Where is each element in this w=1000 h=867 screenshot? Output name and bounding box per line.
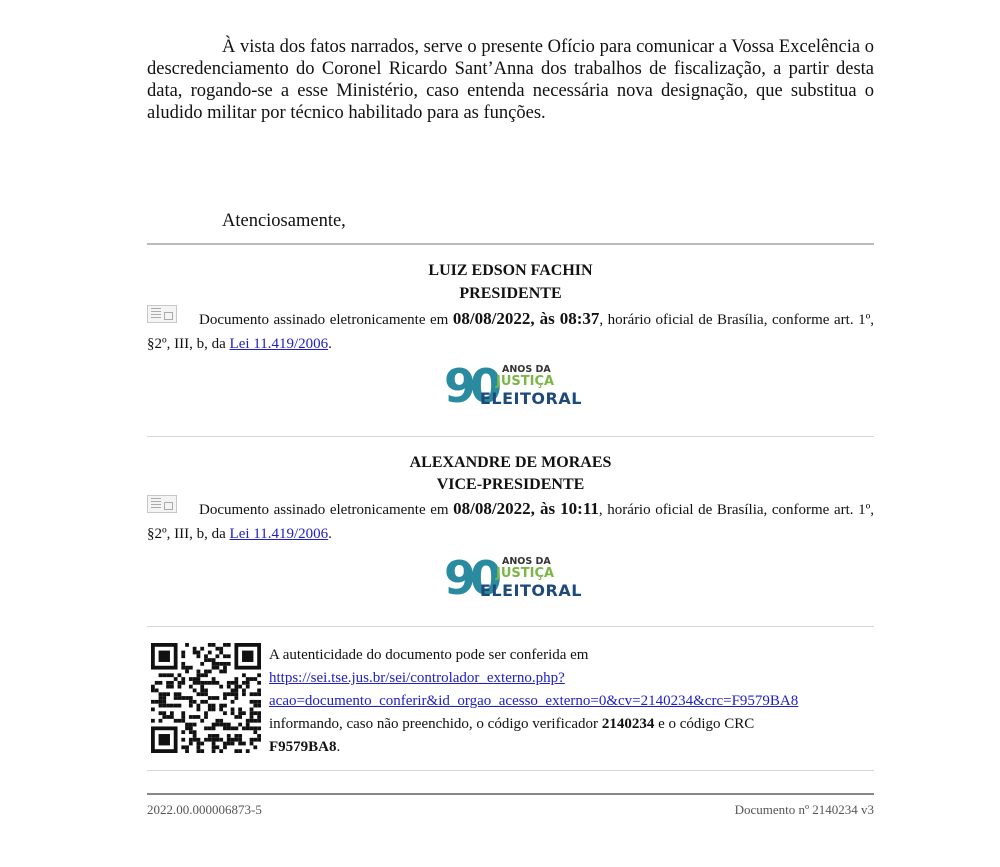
document-number: Documento nº 2140234 v3 [734, 802, 874, 817]
signature-statement: Documento assinado eletronicamente em 08/08/2022, às 08:37, horário oficial de Brasília, conforme art. 1º, §2º, III, b, da Lei 11.419/2006. [147, 309, 874, 352]
signer-name: ALEXANDRE DE MORAES [409, 454, 612, 471]
signer-name: LUIZ EDSON FACHIN [428, 262, 593, 279]
qr-code-icon [151, 643, 261, 753]
footer-divider [147, 793, 874, 795]
divider [147, 626, 874, 627]
signer-role: VICE-PRESIDENTE [436, 476, 585, 493]
signature-datetime: 08/08/2022, às 08:37 [452, 309, 600, 328]
divider [147, 770, 874, 771]
crc-code: F9579BA8 [269, 739, 337, 755]
signature-datetime: 08/08/2022, às 10:11 [453, 499, 599, 518]
signature-statement: Documento assinado eletronicamente em 08/08/2022, às 10:11, horário oficial de Brasília, conforme art. 1º, §2º, III, b, da Lei 11.419/2006. [147, 499, 875, 542]
process-number: 2022.00.000006873-5 [147, 802, 262, 817]
signer-role: PRESIDENTE [459, 285, 562, 302]
90-anos-justica-eleitoral-logo: 90 ANOS DA JUSTIÇA ELEITORAL [444, 551, 582, 605]
body-paragraph: À vista dos fatos narrados, serve o presente Ofício para comunicar a Vossa Excelência o descredenciamento do Coronel Ricardo Sant’Anna dos trabalhos de fiscalização, a partir desta data, rogando-se a esse Ministério, caso entenda necessária nova designação, que substitua o aludido militar por técnico habilitado para as funções. [147, 37, 874, 123]
law-link[interactable]: Lei 11.419/2006 [229, 526, 329, 542]
verification-url[interactable]: https://sei.tse.jus.br/sei/controlador_externo.php? acao=documento_conferir&id_orgao_acesso_externo=0&cv=2140234&crc=F9579BA8 [269, 670, 799, 709]
closing-salutation: Atenciosamente, [222, 211, 346, 231]
authenticity-note: A autenticidade do documento pode ser conferida em https://sei.tse.jus.br/sei/controlador_externo.php? acao=documento_conferir&id_orgao_acesso_externo=0&cv=2140234&crc=F9579BA8 informando, caso não preenchido, o código verificador 2140234 e o código CRC F9579BA8. [269, 647, 799, 755]
divider [147, 243, 874, 245]
law-link[interactable]: Lei 11.419/2006 [229, 336, 329, 352]
90-anos-justica-eleitoral-logo: 90 ANOS DA JUSTIÇA ELEITORAL [444, 359, 582, 413]
verifier-code: 2140234 [601, 716, 655, 732]
divider [147, 436, 874, 437]
